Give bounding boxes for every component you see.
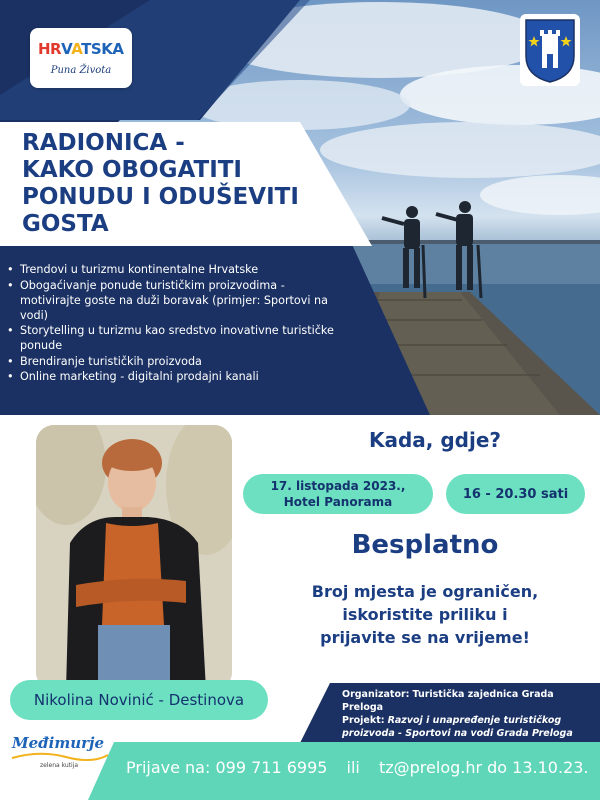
registration-contact	[126, 758, 596, 777]
registration-email: tz@prelog.hr do 13.10.23.	[378, 758, 589, 777]
topics-list	[6, 262, 342, 385]
prelog-coat-of-arms-icon	[520, 14, 580, 86]
limited-seats-note: Broj mjesta je ograničen, iskoristite priliku i prijavite se na vrijeme!	[311, 582, 539, 647]
medimurje-logo-word: Međimurje	[12, 734, 104, 752]
date-location-badge	[243, 474, 433, 514]
workshop-title: RADIONICA - KAKO OBOGATITI PONUDU I ODUŠEVITI GOSTA	[22, 130, 299, 237]
croatia-tourism-logo	[30, 28, 132, 88]
organizer-info	[342, 688, 594, 740]
when-where-heading: Kada, gdje?	[368, 428, 502, 452]
topic-item: • Trendovi u turizmu kontinentalne Hrvatske	[6, 262, 342, 277]
topic-item: • Brendiranje turističkih proizvoda	[6, 354, 342, 369]
medimurje-logo-tagline: zelena kutija	[40, 762, 79, 769]
speaker-photo	[36, 425, 232, 690]
registration-or: ili	[346, 758, 360, 777]
croatia-logo-word: HRVATSKA	[38, 40, 124, 58]
organizer-label: Organizator:	[342, 689, 410, 700]
speaker-name-badge: Nikolina Novinić - Destinova	[10, 680, 268, 720]
registration-phone: Prijave na: 099 711 6995	[126, 758, 328, 777]
topic-item: • Storytelling u turizmu kao sredstvo inovativne turističke ponude	[6, 323, 342, 353]
project-label: Projekt:	[342, 715, 385, 726]
topic-item: • Online marketing - digitalni prodajni kanali	[6, 369, 342, 384]
time-badge: 16 - 20.30 sati	[446, 474, 585, 514]
topic-item: • Obogaćivanje ponude turističkim proizvodima - motivirajte goste na duži boravak (primjer: Sportovi na vodi)	[6, 278, 342, 323]
date-location-text: 17. listopada 2023., Hotel Panorama	[270, 479, 406, 509]
price-heading: Besplatno	[351, 530, 499, 560]
organizer-name: Turistička zajednica Grada Preloga	[342, 689, 554, 713]
project-name: Razvoj i unapređenje turističkog proizvoda - Sportovi na vodi Grada Preloga	[342, 715, 573, 739]
croatia-logo-tagline: Puna Života	[50, 65, 112, 76]
